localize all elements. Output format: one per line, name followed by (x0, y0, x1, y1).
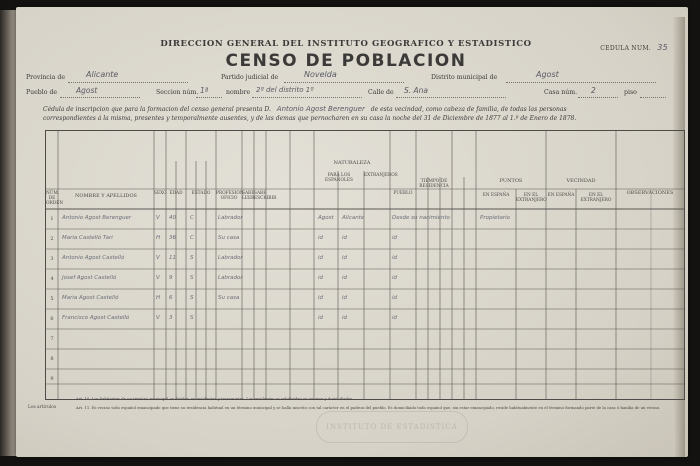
row-birthplace: id (318, 255, 324, 261)
col-header-naturaleza: NATURALEZA (333, 160, 371, 166)
col-header-age: EDAD (169, 191, 183, 196)
row-age: 11 (169, 255, 176, 261)
cedula-label: CEDULA NUM. (600, 45, 651, 52)
piso-line (640, 97, 666, 98)
row-province: id (342, 275, 348, 281)
row-residence: id (392, 235, 398, 241)
row-sex: H (156, 235, 161, 241)
table-row (46, 349, 684, 369)
col-header-pueblo: PUEBLO (393, 191, 413, 196)
table-row (46, 269, 684, 289)
table-row (46, 209, 684, 229)
partido-label: Partido judicial de (221, 74, 279, 81)
row-number: 9 (50, 376, 54, 382)
row-state: S (190, 315, 194, 321)
row-age: 40 (169, 215, 176, 221)
row-age: 9 (169, 275, 173, 281)
sentence-part2: de esta vecindad, como cabeza de familia, de todas las personas (370, 106, 567, 113)
footer-article-10: Art. 10. Los habitantes de un término municipal se dividen en residentes y transeuntes. Los residentes se subdividen en vecinos y domiciliados. (76, 396, 354, 401)
row-number: 7 (50, 336, 54, 342)
table-row (46, 309, 684, 329)
row-state: S (190, 255, 194, 261)
nombre-value: 2º del distrito 1º (256, 86, 314, 94)
row-age: 6 (169, 295, 173, 301)
footer-article-11: Art. 11. Es vecino todo español emancipado que tiene su residencia habitual en un término municipal y se halla inscrito con tal carácter en el padron del pueblo. Es domiciliado todo español que, sin estar emancipado, reside habitualmente en el término formando parte de la casa ó familia de un vecino. (76, 405, 661, 410)
census-page (16, 7, 688, 457)
row-name: Maria Agost Castelló (62, 295, 119, 301)
row-number: 2 (50, 236, 54, 242)
seccion-line (196, 97, 222, 98)
table-row (46, 249, 684, 269)
row-profession: Labrador (218, 275, 243, 281)
row-sex: V (156, 315, 160, 321)
document-title: CENSO DE POBLACION (225, 51, 467, 71)
row-birthplace: Agost (318, 215, 334, 221)
col-header-puntos: PUNTOS (499, 178, 523, 184)
sentence-part1: Cédula de inscripcion que para la formacion del censo general presenta D. (43, 106, 271, 113)
row-profession: Su casa (218, 235, 240, 241)
cedula-sentence (43, 105, 567, 113)
nombre-line (252, 97, 362, 98)
row-sex: V (156, 275, 160, 281)
provincia-value: Alicante (86, 70, 119, 79)
vecindad-sub-foreign: EN EL EXTRANJERO (580, 193, 612, 203)
row-number: 4 (50, 276, 54, 282)
casa-line (578, 97, 618, 98)
sentence-line2: correspondientes á la misma, presentes y temporalmente ausentes, y de las demas que pernocharen en su casa la noche del 31 de Diciembre de 1877 al 1.º de Enero de 1878. (43, 115, 577, 122)
puntos-sub-foreign: EN EL EXTRANJERO (516, 193, 547, 203)
puntos-sub-spain: EN ESPAÑA (482, 193, 510, 198)
row-residence: id (392, 255, 398, 261)
row-name: Antonio Agost Castelló (62, 255, 125, 261)
distrito-line (506, 82, 656, 83)
table-row (46, 289, 684, 309)
col-header-residence: TIEMPO DE RESIDENCIA (419, 179, 449, 189)
distrito-value: Agost (536, 70, 559, 79)
calle-line (396, 97, 506, 98)
seccion-label: Seccion núm. (156, 89, 199, 96)
head-of-family-name: Antonio Agost Berenguer (276, 105, 365, 113)
seccion-value: 1ª (200, 86, 209, 95)
row-residence: id (392, 315, 398, 321)
casa-value: 2 (591, 86, 596, 95)
row-birthplace: id (318, 295, 324, 301)
row-name: Francisco Agost Castelló (62, 315, 130, 321)
row-observation: Propietario (480, 215, 511, 221)
col-header-name: NOMBRE Y APELLIDOS (75, 193, 137, 199)
provincia-label: Provincia de (26, 74, 66, 81)
pueblo-value: Agost (76, 86, 98, 95)
cedula-value: 35 (657, 43, 668, 52)
row-profession: Labrador (218, 255, 243, 261)
row-name: Antonio Agost Berenguer (62, 215, 132, 221)
row-province: id (342, 295, 348, 301)
col-header-observaciones: OBSERVACIONES (626, 190, 674, 196)
row-state: C (190, 215, 194, 221)
row-age: 36 (169, 235, 176, 241)
distrito-label: Distrito municipal de (431, 74, 498, 81)
row-residence: id (392, 295, 398, 301)
piso-label: piso (624, 89, 637, 96)
row-sex: H (156, 295, 161, 301)
footer-articles-label: Los artículos (28, 405, 57, 410)
provincia-line (68, 82, 188, 83)
naturaleza-sub-foreign: EXTRANJEROS (364, 173, 398, 178)
row-state: C (190, 235, 194, 241)
vecindad-sub-spain: EN ESPAÑA (547, 193, 575, 198)
col-header-sex: SEXO (154, 191, 167, 196)
row-birthplace: id (318, 275, 324, 281)
partido-value: Novelda (304, 70, 337, 79)
calle-label: Calle de (368, 89, 394, 96)
row-province: id (342, 235, 348, 241)
row-sex: V (156, 255, 160, 261)
col-header-vecindad: VECINDAD (566, 178, 596, 184)
col-header-profession: PROFESION, OFICIO (216, 191, 245, 201)
casa-label: Casa núm. (544, 89, 578, 96)
table-row (46, 229, 684, 249)
row-number: 5 (50, 296, 54, 302)
row-sex: V (156, 215, 160, 221)
row-state: S (190, 275, 194, 281)
calle-value: S. Ana (404, 86, 429, 95)
row-age: 3 (169, 315, 173, 321)
cedula-number (600, 43, 668, 52)
row-province: id (342, 255, 348, 261)
partido-line (284, 82, 404, 83)
row-residence: id (392, 275, 398, 281)
document-header: DIRECCION GENERAL DEL INSTITUTO GEOGRAFICO Y ESTADISTICO (160, 39, 532, 49)
row-province: Alicante (342, 215, 365, 221)
row-birthplace: id (318, 315, 324, 321)
faded-stamp: INSTITUTO DE ESTADISTICA (316, 411, 468, 443)
row-number: 3 (50, 256, 54, 262)
row-profession: Labrador (218, 215, 243, 221)
col-header-write: SABE ESCRIBIR (254, 191, 277, 201)
row-number: 6 (50, 316, 54, 322)
col-header-read: SABE LEER (242, 191, 255, 201)
row-name: Maria Castelló Tari (62, 235, 113, 241)
row-residence: Desde su nacimiento (392, 215, 450, 221)
naturaleza-sub-spanish: PARA LOS ESPAÑOLES (325, 173, 353, 183)
pueblo-label: Pueblo de (26, 89, 58, 96)
table-row (46, 329, 684, 349)
col-header-state: ESTADO (191, 191, 211, 196)
row-profession: Su casa (218, 295, 240, 301)
col-header-order: NÚM. DE ORDEN (46, 191, 64, 206)
table-row (46, 369, 684, 384)
row-name: Josef Agost Castelló (62, 275, 117, 281)
row-number: 8 (50, 356, 54, 362)
nombre-label: nombre (226, 89, 251, 96)
row-state: S (190, 295, 194, 301)
row-birthplace: id (318, 235, 324, 241)
row-province: id (342, 315, 348, 321)
row-number: 1 (50, 216, 54, 222)
pueblo-line (60, 97, 140, 98)
